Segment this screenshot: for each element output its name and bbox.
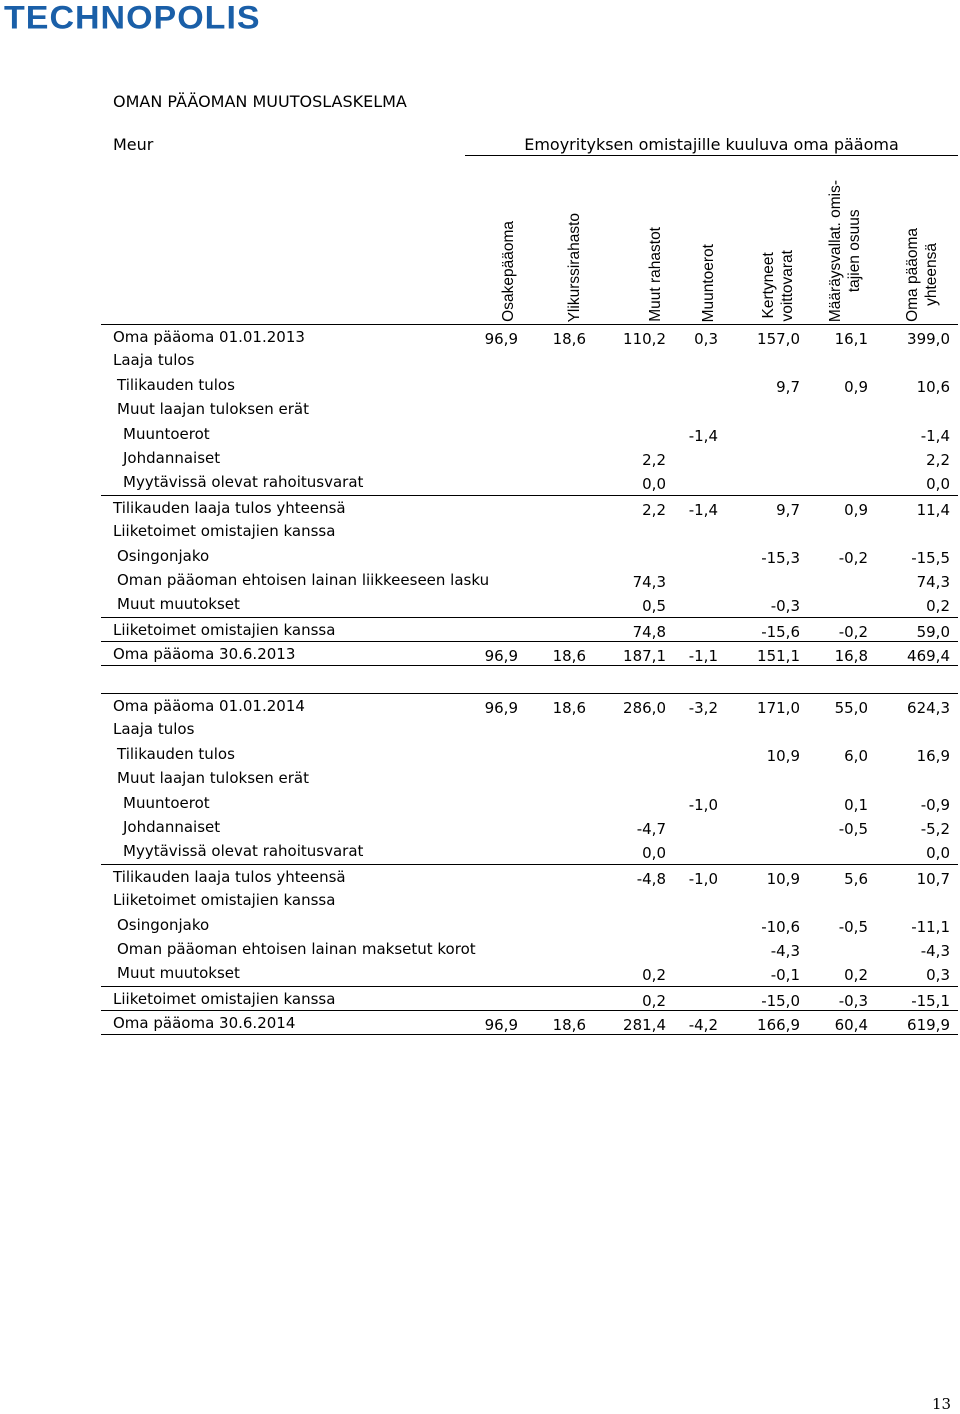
table-row [101, 937, 958, 961]
column-header-kertyneet-voittovarat [759, 250, 797, 322]
cell-muuntoerot: -1,0 [688, 869, 718, 888]
cell-oma-paaoma-yhteensa: 11,4 [916, 500, 950, 519]
cell-muuntoerot: -4,2 [688, 1016, 718, 1035]
table-row [101, 568, 958, 592]
cell-muut-rahastot: 0,2 [642, 966, 666, 985]
cell-ylikurssirahasto: 18,6 [552, 1016, 586, 1035]
table-row [101, 815, 958, 839]
unit-label: Meur [113, 135, 154, 154]
cell-kertyneet-voittovarat: 151,1 [757, 647, 800, 666]
cell-muut-rahastot: 74,3 [632, 573, 666, 591]
cell-oma-paaoma-yhteensa: 10,7 [916, 869, 950, 888]
cell-maaraysvallat-osuus: 60,4 [834, 1016, 868, 1035]
row-label: Myytävissä olevat rahoitusvarat [123, 842, 364, 861]
cell-maaraysvallat-osuus: 0,1 [844, 795, 868, 814]
table-row [101, 1010, 958, 1035]
cell-kertyneet-voittovarat: 9,7 [776, 377, 800, 396]
cell-oma-paaoma-yhteensa: -5,2 [920, 820, 950, 838]
column-header-line: yhteensä [923, 243, 940, 307]
cell-osakepaaoma: 96,9 [484, 647, 518, 666]
row-label: Liiketoimet omistajien kanssa [113, 620, 336, 639]
cell-maaraysvallat-osuus: -0,5 [838, 917, 868, 936]
column-header-muuntoerot [699, 244, 718, 322]
row-label: Oma pääoma 01.01.2014 [113, 697, 305, 715]
row-label: Myytävissä olevat rahoitusvarat [123, 473, 364, 492]
column-header-line: tajien osuus [846, 209, 863, 293]
cell-muut-rahastot: 0,0 [642, 475, 666, 494]
row-label: Oman pääoman ehtoisen lainan liikkeeseen lasku [117, 571, 490, 589]
column-header-line: Muut rahastot [646, 227, 664, 322]
row-label: Osingonjako [117, 915, 210, 934]
table-row [101, 373, 958, 397]
column-header-line: Kertyneet [760, 253, 777, 320]
row-label: Osingonjako [117, 546, 210, 565]
row-label: Johdannaiset [123, 818, 221, 836]
cell-oma-paaoma-yhteensa: 16,9 [916, 746, 950, 765]
row-label: Oma pääoma 30.6.2014 [113, 1014, 296, 1033]
cell-oma-paaoma-yhteensa: 624,3 [907, 699, 950, 717]
page-number: 13 [932, 1395, 952, 1413]
cell-muut-rahastot: 2,2 [642, 500, 666, 519]
section-bottom-rule [101, 1034, 958, 1035]
column-header-osakepaaoma [499, 221, 518, 322]
cell-maaraysvallat-osuus: -0,3 [838, 991, 868, 1010]
cell-kertyneet-voittovarat: 10,9 [766, 746, 800, 765]
row-label: Tilikauden tulos [117, 744, 235, 763]
section-bottom-rule [101, 665, 958, 666]
table-row [101, 519, 958, 543]
group-header-rule [465, 155, 958, 156]
row-label: Oman pääoman ehtoisen lainan maksetut korot [117, 940, 476, 958]
cell-oma-paaoma-yhteensa: 399,0 [907, 330, 950, 348]
row-label: Johdannaiset [123, 449, 221, 467]
cell-oma-paaoma-yhteensa: -15,1 [911, 991, 950, 1010]
cell-kertyneet-voittovarat: 171,0 [757, 699, 800, 717]
cell-maaraysvallat-osuus: 16,1 [834, 330, 868, 348]
cell-osakepaaoma: 96,9 [484, 330, 518, 348]
row-label: Liiketoimet omistajien kanssa [113, 989, 336, 1008]
table-row [101, 839, 958, 863]
cell-kertyneet-voittovarat: -15,3 [761, 548, 800, 567]
table-row [101, 324, 958, 349]
cell-oma-paaoma-yhteensa: 0,0 [926, 844, 950, 863]
row-label: Liiketoimet omistajien kanssa [113, 891, 336, 910]
table-row [101, 397, 958, 421]
cell-kertyneet-voittovarat: -15,0 [761, 991, 800, 1010]
cell-oma-paaoma-yhteensa: 469,4 [907, 647, 950, 666]
cell-oma-paaoma-yhteensa: -4,3 [920, 942, 950, 960]
table-row [101, 693, 958, 718]
table-row [101, 791, 958, 815]
row-label: Tilikauden laaja tulos yhteensä [113, 867, 346, 886]
row-label: Liiketoimet omistajien kanssa [113, 522, 336, 541]
row-label: Muut laajan tuloksen erät [117, 769, 309, 788]
cell-muut-rahastot: -4,8 [636, 869, 666, 888]
cell-oma-paaoma-yhteensa: 0,3 [926, 966, 950, 985]
row-label: Muut muutokset [117, 964, 240, 983]
cell-ylikurssirahasto: 18,6 [552, 647, 586, 666]
table-row [101, 766, 958, 790]
cell-muuntoerot: -1,4 [688, 426, 718, 445]
cell-muuntoerot: -3,2 [688, 699, 718, 717]
column-header-line: Määräysvallat. omis- [827, 179, 844, 322]
cell-muut-rahastot: 0,2 [642, 991, 666, 1010]
cell-oma-paaoma-yhteensa: -15,5 [911, 548, 950, 567]
table-row [101, 986, 958, 1011]
cell-muuntoerot: -1,1 [688, 647, 718, 666]
cell-maaraysvallat-osuus: 0,9 [844, 377, 868, 396]
cell-maaraysvallat-osuus: -0,2 [838, 622, 868, 641]
cell-maaraysvallat-osuus: 5,6 [844, 869, 868, 888]
page-title: OMAN PÄÄOMAN MUUTOSLASKELMA [113, 92, 407, 111]
column-header-line: Osakepääoma [499, 221, 517, 322]
column-header-line: Ylikurssirahasto [565, 212, 583, 322]
cell-kertyneet-voittovarat: -4,3 [770, 942, 800, 960]
cell-ylikurssirahasto: 18,6 [552, 330, 586, 348]
cell-muut-rahastot: 187,1 [623, 647, 666, 666]
row-label: Tilikauden tulos [117, 375, 235, 394]
cell-kertyneet-voittovarat: 9,7 [776, 500, 800, 519]
cell-muut-rahastot: 2,2 [642, 451, 666, 469]
column-header-oma-paaoma-yhteensa [903, 228, 941, 322]
row-label: Muuntoerot [123, 424, 210, 443]
column-header-maaraysvallat-osuus [826, 180, 864, 322]
cell-oma-paaoma-yhteensa: 619,9 [907, 1016, 950, 1035]
table-row [101, 544, 958, 568]
cell-kertyneet-voittovarat: 166,9 [757, 1016, 800, 1035]
cell-muuntoerot: -1,4 [688, 500, 718, 519]
table-row [101, 961, 958, 985]
cell-kertyneet-voittovarat: 157,0 [757, 330, 800, 348]
cell-oma-paaoma-yhteensa: 0,0 [926, 475, 950, 494]
column-header-line: voittovarat [779, 250, 796, 322]
column-header-muut-rahastot [646, 227, 665, 322]
group-header: Emoyrityksen omistajille kuuluva oma pääoma [524, 135, 899, 154]
table-row [101, 422, 958, 446]
cell-maaraysvallat-osuus: 55,0 [834, 699, 868, 717]
cell-maaraysvallat-osuus: 0,2 [844, 966, 868, 985]
row-label: Oma pääoma 30.6.2013 [113, 645, 296, 664]
row-label: Muuntoerot [123, 793, 210, 812]
cell-osakepaaoma: 96,9 [484, 1016, 518, 1035]
table-row [101, 864, 958, 889]
cell-muuntoerot: -1,0 [688, 795, 718, 814]
cell-oma-paaoma-yhteensa: -11,1 [911, 917, 950, 936]
cell-oma-paaoma-yhteensa: 74,3 [916, 573, 950, 591]
cell-oma-paaoma-yhteensa: 10,6 [916, 377, 950, 396]
row-label: Muut laajan tuloksen erät [117, 400, 309, 419]
cell-maaraysvallat-osuus: -0,2 [838, 548, 868, 567]
row-label: Laaja tulos [113, 351, 195, 370]
table-row [101, 913, 958, 937]
row-label: Laaja tulos [113, 720, 195, 739]
table-row [101, 717, 958, 741]
cell-oma-paaoma-yhteensa: 59,0 [916, 622, 950, 641]
cell-kertyneet-voittovarat: -10,6 [761, 917, 800, 936]
row-label: Muut muutokset [117, 595, 240, 614]
cell-oma-paaoma-yhteensa: 2,2 [926, 451, 950, 469]
cell-osakepaaoma: 96,9 [484, 699, 518, 717]
cell-muut-rahastot: 286,0 [623, 699, 666, 717]
table-row [101, 617, 958, 642]
column-header-line: Muuntoerot [699, 243, 717, 322]
cell-muut-rahastot: 74,8 [632, 622, 666, 641]
cell-muut-rahastot: 0,0 [642, 844, 666, 863]
cell-muuntoerot: 0,3 [694, 330, 718, 348]
cell-kertyneet-voittovarat: -15,6 [761, 622, 800, 641]
cell-maaraysvallat-osuus: 0,9 [844, 500, 868, 519]
cell-oma-paaoma-yhteensa: 0,2 [926, 597, 950, 616]
column-header-line: Oma pääoma [904, 228, 921, 322]
cell-muut-rahastot: 0,5 [642, 597, 666, 616]
cell-maaraysvallat-osuus: 16,8 [834, 647, 868, 666]
cell-ylikurssirahasto: 18,6 [552, 699, 586, 717]
table-row [101, 470, 958, 494]
row-label: Tilikauden laaja tulos yhteensä [113, 498, 346, 517]
row-label: Oma pääoma 01.01.2013 [113, 328, 305, 346]
cell-muut-rahastot: -4,7 [636, 820, 666, 838]
technopolis-logo: TECHNOPOLIS [4, 0, 261, 37]
column-header-ylikurssirahasto [565, 213, 584, 322]
table-row [101, 592, 958, 616]
cell-oma-paaoma-yhteensa: -0,9 [920, 795, 950, 814]
table-row [101, 888, 958, 912]
table-row [101, 446, 958, 470]
cell-muut-rahastot: 281,4 [623, 1016, 666, 1035]
cell-kertyneet-voittovarat: 10,9 [766, 869, 800, 888]
table-row [101, 348, 958, 372]
table-row [101, 742, 958, 766]
cell-kertyneet-voittovarat: -0,1 [770, 966, 800, 985]
cell-muut-rahastot: 110,2 [623, 330, 666, 348]
cell-kertyneet-voittovarat: -0,3 [770, 597, 800, 616]
table-row [101, 495, 958, 520]
cell-oma-paaoma-yhteensa: -1,4 [920, 426, 950, 445]
cell-maaraysvallat-osuus: -0,5 [838, 820, 868, 838]
cell-maaraysvallat-osuus: 6,0 [844, 746, 868, 765]
table-row [101, 641, 958, 666]
